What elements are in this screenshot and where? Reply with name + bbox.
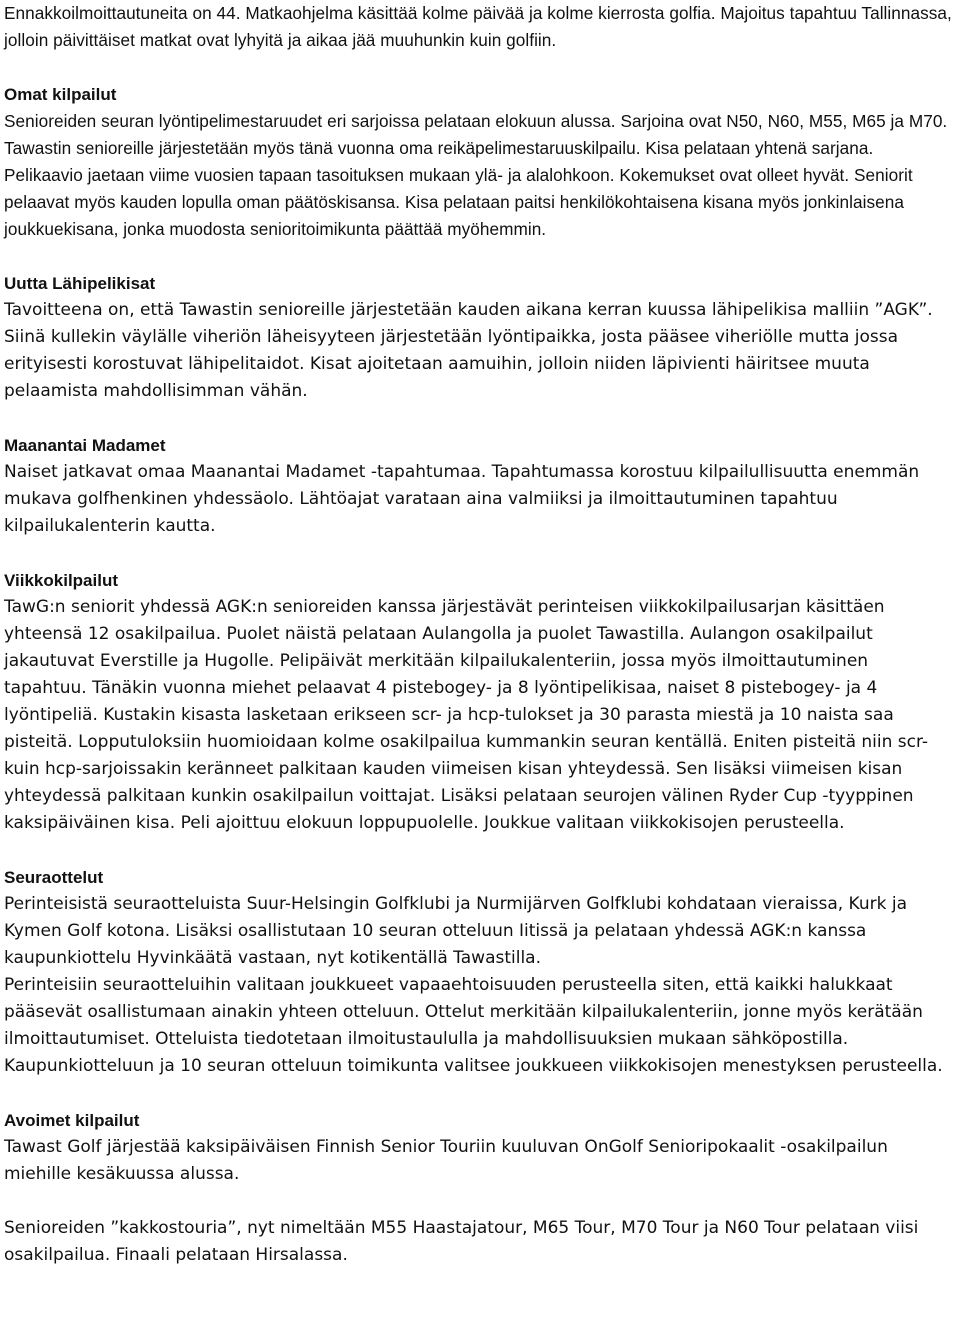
paragraph-gap — [4, 54, 954, 81]
section-heading-avoimet-kilpailut: Avoimet kilpailut — [4, 1111, 140, 1130]
maanantai-madamet-paragraph: Naiset jatkavat omaa Maanantai Madamet -tapahtumaa. Tapahtumassa korostuu kilpailullisuutta enemmän mukava golfhenkinen yhdessäolo. Lähtöajat varataan aina valmiiksi ja ilmoittautuminen tapahtuu kilpailukalenterin kautta. — [4, 462, 920, 536]
paragraph-gap — [4, 1188, 954, 1215]
section-heading-viikkokilpailut: Viikkokilpailut — [4, 571, 119, 590]
section-heading-uutta-lahipelikisat: Uutta Lähipelikisat — [4, 274, 156, 293]
viikkokilpailut-paragraph: TawG:n seniorit yhdessä AGK:n senioreiden kanssa järjestävät perinteisen viikkokilpailusarjan käsittäen yhteensä 12 osakilpailua. Puolet näistä pelataan Aulangolla ja puolet Tawastilla. Aulangon osakilpailut jakautuvat Everstille ja Hugolle. Pelipäivät merkitään kilpailukalenteriin, jossa myös ilmoittautuminen tapahtuu. Tänäkin vuonna miehet pelaavat 4 pistebogey- ja 8 lyöntipelikisaa, naiset 8 pistebogey- ja 4 lyöntipeliä. Kustakin kisasta lasketaan erikseen scr- ja hcp-tulokset ja 30 parasta miestä ja 10 naista saa pisteitä. Lopputuloksiin huomioidaan kolme osakilpailua kummankin seuran kentällä. Eniten pisteitä niin scr- kuin hcp-sarjoissakin keränneet palkitaan kauden viimeisen kisan yhteydessä. Sen lisäksi viimeisen kisan yhteydessä palkitaan kunkin osakilpailun voittajat. Lisäksi pelataan seurojen välinen Ryder Cup -tyyppinen kaksipäiväinen kisa. Peli ajoittuu elokuun loppupuolelle. Joukkue valitaan viikkokisojen perusteella. — [4, 597, 929, 833]
paragraph-gap — [4, 405, 954, 432]
document-page — [4, 0, 954, 1269]
avoimet-kilpailut-paragraph-1: Tawast Golf järjestää kaksipäiväisen Finnish Senior Touriin kuuluvan OnGolf Senioripokaalit -osakilpailun miehille kesäkuussa alussa. — [4, 1137, 888, 1184]
uutta-lahipelikisat-paragraph: Tavoitteena on, että Tawastin senioreille järjestetään kauden aikana kerran kuussa lähipelikisa malliin ”AGK”. Siinä kullekin väylälle viheriön läheisyyteen järjestetään lyöntipaikka, josta pääsee viheriölle mutta jossa erityisesti korostuvat lähipelitaidot. Kisat ajoitetaan aamuihin, jolloin niiden läpivienti häiritsee muuta pelaamista mahdollisimman vähän. — [4, 300, 933, 401]
intro-paragraph: Ennakkoilmoittautuneita on 44. Matkaohjelma käsittää kolme päivää ja kolme kierrosta golfia. Majoitus tapahtuu Tallinnassa, jolloin päivittäiset matkat ovat lyhyitä ja aikaa jää muuhunkin kuin golfiin. — [4, 3, 952, 50]
paragraph-gap — [4, 243, 954, 270]
paragraph-gap — [4, 1080, 954, 1107]
section-heading-omat-kilpailut: Omat kilpailut — [4, 85, 117, 104]
seuraottelut-paragraph-1: Perinteisistä seuraotteluista Suur-Helsingin Golfklubi ja Nurmijärven Golfklubi kohdataan vieraissa, Kurk ja Kymen Golf kotona. Lisäksi osallistutaan 10 seuran otteluun Iitissä ja pelataan yhdessä AGK:n kanssa kaupunkiottelu Hyvinkäätä vastaan, nyt kotikentällä Tawastilla. — [4, 894, 907, 968]
section-heading-maanantai-madamet: Maanantai Madamet — [4, 436, 166, 455]
paragraph-gap — [4, 837, 954, 864]
avoimet-kilpailut-paragraph-2: Senioreiden ”kakkostouria”, nyt nimeltään M55 Haastajatour, M65 Tour, M70 Tour ja N60 Tour pelataan viisi osakilpailua. Finaali pelataan Hirsalassa. — [4, 1218, 919, 1265]
paragraph-gap — [4, 540, 954, 567]
omat-kilpailut-paragraph: Senioreiden seuran lyöntipelimestaruudet eri sarjoissa pelataan elokuun alussa. Sarjoina ovat N50, N60, M55, M65 ja M70. Tawastin senioreille järjestetään myös tänä vuonna oma reikäpelimestaruuskilpailu. Kisa pelataan yhtenä sarjana. Pelikaavio jaetaan viime vuosien tapaan tasoituksen mukaan ylä- ja alalohkoon. Kokemukset ovat olleet hyvät. Seniorit pelaavat myös kauden lopulla oman päätöskisansa. Kisa pelataan paitsi henkilökohtaisena kisana myös jonkinlaisena joukkuekisana, jonka muodosta senioritoimikunta päättää myöhemmin. — [4, 111, 948, 239]
section-heading-seuraottelut: Seuraottelut — [4, 868, 104, 887]
seuraottelut-paragraph-2: Perinteisiin seuraotteluihin valitaan joukkueet vapaaehtoisuuden perusteella siten, että kaikki halukkaat pääsevät osallistumaan ainakin yhteen otteluun. Ottelut merkitään kilpailukalenteriin, jonne myös kerätään ilmoittautumiset. Otteluista tiedotetaan ilmoitustaululla ja mahdollisuuksien mukaan sähköpostilla. Kaupunkiotteluun ja 10 seuran otteluun toimikunta valitsee joukkueen viikkokisojen menestyksen perusteella. — [4, 975, 943, 1076]
